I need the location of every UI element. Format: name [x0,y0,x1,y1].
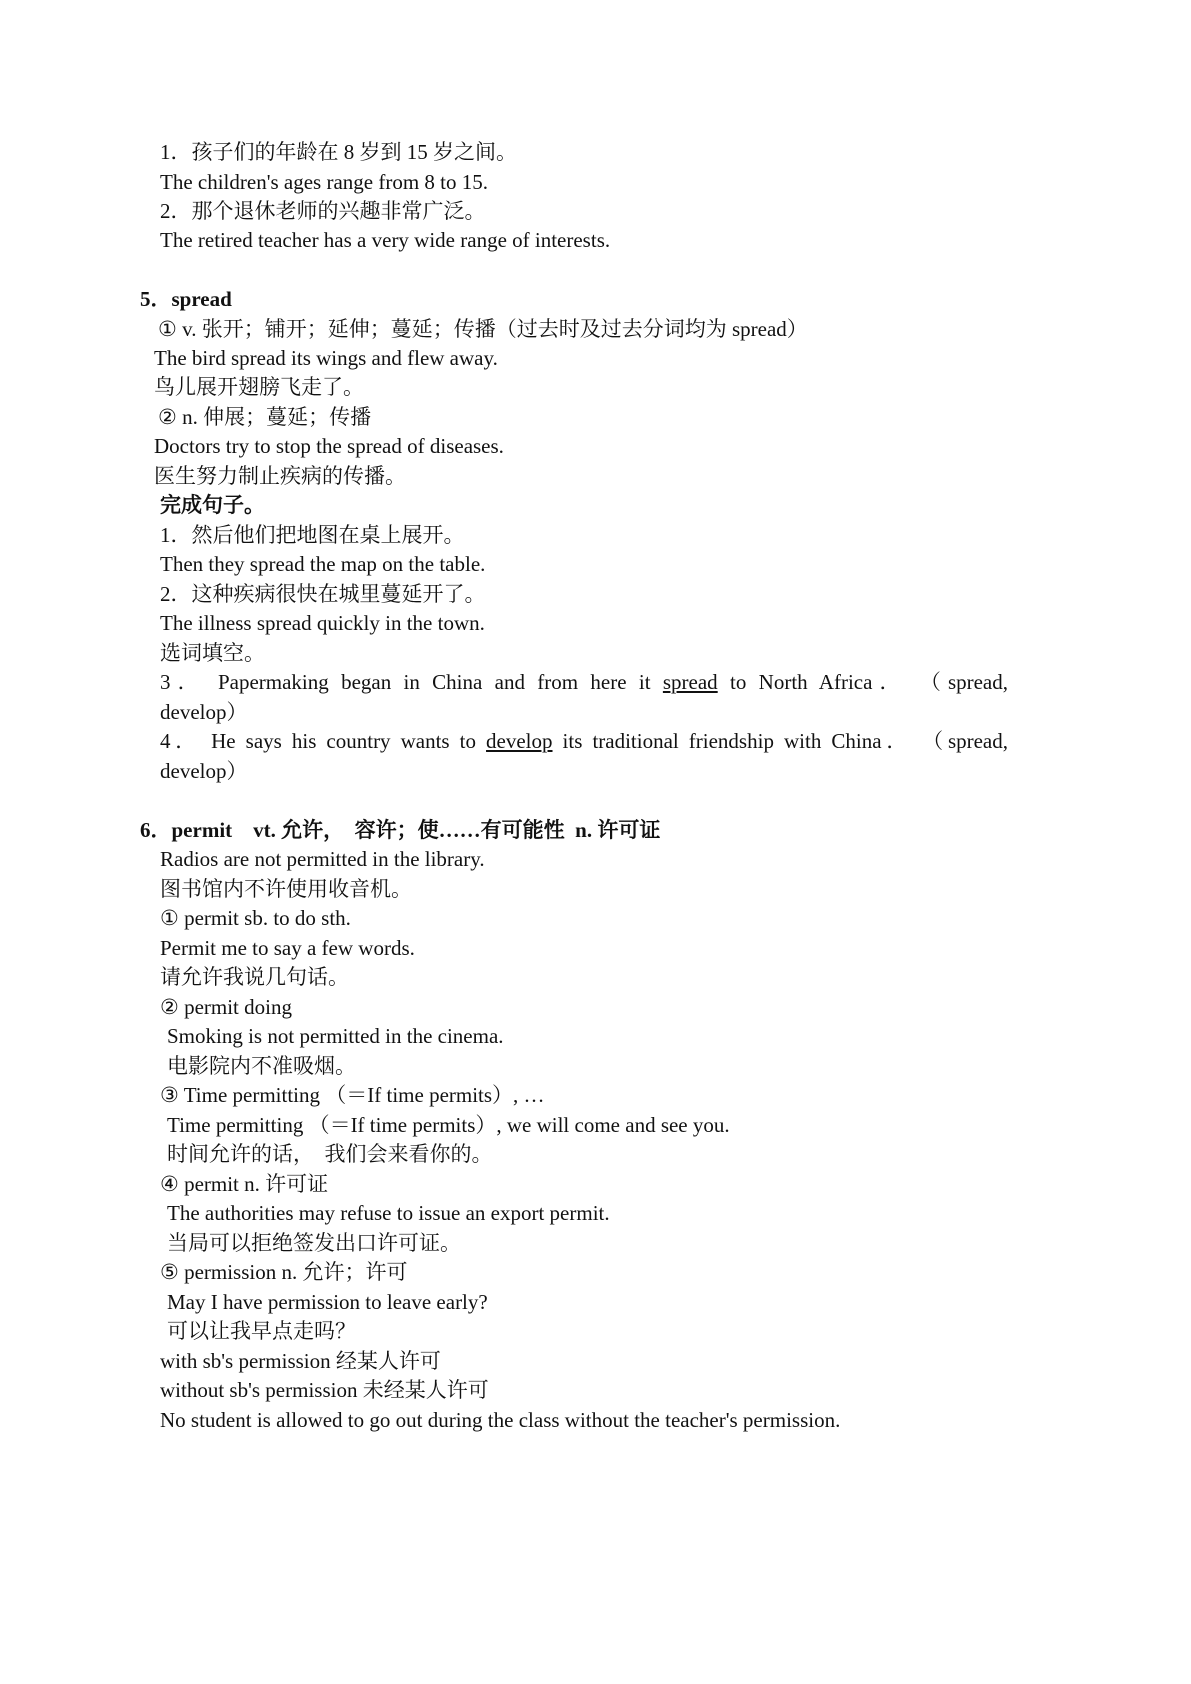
permit-usage-5-en: May I have permission to leave early? [167,1290,488,1314]
permit-usage-2-cn: 电影院内不准吸烟。 [167,1054,356,1078]
permit-usage-1: ① permit sb. to do sth. [160,906,351,930]
permit-usage-4-en: The authorities may refuse to issue an export permit. [167,1201,610,1225]
complete-sentence-1-cn: 1．然后他们把地图在桌上展开。 [160,523,465,547]
spread-example-2-cn: 医生努力制止疾病的传播。 [154,464,406,488]
question-3-answer: spread [662,670,718,694]
question-4-continuation: develop） [160,759,248,783]
question-3-text-before: 3． Papermaking began in China and from here it [160,670,663,694]
permit-usage-4: ④ permit n. 许可证 [160,1172,329,1196]
range-example-1-cn: 1．孩子们的年龄在 8 岁到 15 岁之间。 [160,140,517,164]
permit-usage-2-en: Smoking is not permitted in the cinema. [167,1024,504,1048]
spread-definition-verb: ① v. 张开；铺开；延伸；蔓延；传播（过去时及过去分词均为 spread） [158,317,808,341]
permit-usage-3: ③ Time permitting （＝If time permits）, … [160,1083,545,1107]
range-example-2-en: The retired teacher has a very wide range of interests. [160,228,611,252]
question-4-text-before: 4． He says his country wants to [160,729,487,753]
permit-usage-3-cn: 时间允许的话， 我们会来看你的。 [167,1142,493,1166]
section-heading-spread: 5．spread [140,287,232,311]
permit-final-example: No student is allowed to go out during the class without the teacher's permission. [160,1408,841,1432]
permit-usage-1-en: Permit me to say a few words. [160,936,415,960]
spread-example-1-cn: 鸟儿展开翅膀飞走了。 [154,375,364,399]
complete-sentence-2-en: The illness spread quickly in the town. [160,611,485,635]
permit-example-cn: 图书馆内不许使用收音机。 [160,877,412,901]
question-4-text-after: its traditional friendship with China． （spread, [552,729,1008,753]
permit-usage-1-cn: 请允许我说几句话。 [160,965,349,989]
permit-usage-4-cn: 当局可以拒绝签发出口许可证。 [167,1231,461,1255]
permit-example-en: Radios are not permitted in the library. [160,847,485,871]
range-example-1-en: The children's ages range from 8 to 15. [160,170,489,194]
section-heading-permit: 6．permit vt. 允许， 容许；使……有可能性 n. 许可证 [140,818,661,842]
permit-without-permission: without sb's permission 未经某人许可 [160,1378,489,1402]
complete-sentence-1-en: Then they spread the map on the table. [160,552,486,576]
permit-usage-5: ⑤ permission n. 允许；许可 [160,1260,408,1284]
permit-with-permission: with sb's permission 经某人许可 [160,1349,441,1373]
permit-usage-5-cn: 可以让我早点走吗？ [167,1319,356,1343]
word-choice-question-3 [160,672,1008,693]
permit-usage-3-en: Time permitting （＝If time permits）, we will come and see you. [167,1113,730,1137]
question-3-continuation: develop） [160,700,248,724]
complete-sentences-heading: 完成句子。 [160,493,265,517]
question-3-text-after: to North Africa． （spread, [717,670,1009,694]
word-choice-question-4 [160,731,1008,752]
complete-sentence-2-cn: 2．这种疾病很快在城里蔓延开了。 [160,582,486,606]
spread-example-1-en: The bird spread its wings and flew away. [154,346,498,370]
spread-definition-noun: ② n. 伸展；蔓延；传播 [158,405,372,429]
question-4-answer: develop [486,729,553,753]
permit-usage-2: ② permit doing [160,995,292,1019]
spread-example-2-en: Doctors try to stop the spread of diseases. [154,434,504,458]
word-choice-heading: 选词填空。 [160,641,265,665]
range-example-2-cn: 2．那个退休老师的兴趣非常广泛。 [160,199,486,223]
